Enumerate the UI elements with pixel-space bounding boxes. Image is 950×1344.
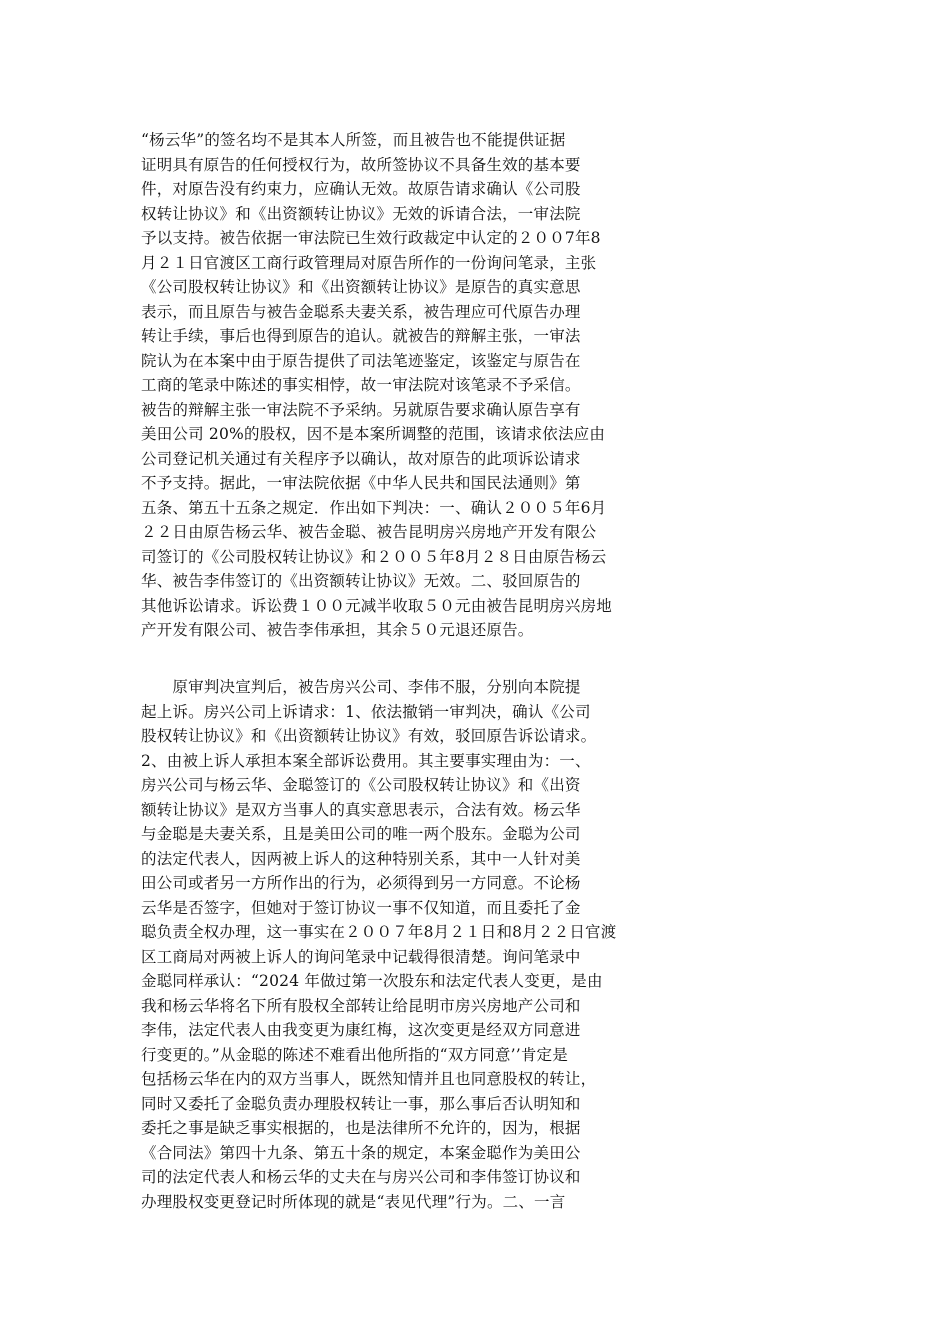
text-line: 股权转让协议》和《出资额转让协议》有效，驳回原告诉讼请求。 (141, 727, 597, 745)
text-line: 不予支持。据此，一审法院依据《中华人民共和国民法通则》第 (141, 474, 581, 492)
text-line: 同时又委托了金聪负责办理股权转让一事，那么事后否认明知和 (141, 1094, 581, 1113)
text-line: 额转让协议》是双方当事人的真实意思表示，合法有效。杨云华 (141, 800, 581, 819)
text-line: 云华是否签字，但她对于签订协议一事不仅知道，而且委托了金 (141, 898, 581, 917)
text-line: 《合同法》第四十九条、第五十条的规定，本案金聪作为美田公 (141, 1143, 581, 1162)
text-line: 区工商局对两被上诉人的询问笔录中记载得很清楚。询问笔录中 (141, 947, 581, 966)
text-line: 行变更的。”从金聪的陈述不难看出他所指的“双方同意’’肯定是 (141, 1045, 568, 1064)
text-line: 权转让协议》和《出资额转让协议》无效的诉请合法，一审法院 (141, 204, 581, 223)
text-line: 院认为在本案中由于原告提供了司法笔迹鉴定，该鉴定与原告在 (141, 351, 581, 370)
text-line: 聪负责全权办理，这一事实在２００７年8月２１日和8月２２日官渡 (141, 923, 617, 941)
paragraph-1 (141, 128, 651, 643)
text-line: 其他诉讼请求。诉讼费１００元减半收取５０元由被告昆明房兴房地 (141, 596, 613, 615)
text-line: 证明具有原告的任何授权行为，故所签协议不具备生效的基本要 (141, 155, 581, 174)
text-line: 《公司股权转让协议》和《出资额转让协议》是原告的真实意思 (141, 278, 581, 296)
text-line: 被告的辩解主张一审法院不予采纳。另就原告要求确认原告享有 (141, 400, 581, 419)
text-line: 金聪同样承认：“2024 年做过第一次股东和法定代表人变更，是由 (141, 972, 603, 990)
text-line: 2、由被上诉人承担本案全部诉讼费用。其主要事实理由为：一、 (141, 751, 591, 770)
text-line: 工商的笔录中陈述的事实相悖，故一审法院对该笔录不予采信。 (141, 376, 581, 394)
text-line: 李伟，法定代表人由我变更为康红梅，这次变更是经双方同意进 (141, 1021, 581, 1039)
text-line: 转让手续，事后也得到原告的追认。就被告的辩解主张，一审法 (141, 327, 581, 345)
text-line: 办理股权变更登记时所体现的就是“表见代理”行为。二、一言 (141, 1192, 566, 1211)
text-line: 田公司或者另一方所作出的行为，必须得到另一方同意。不论杨 (141, 874, 581, 892)
text-line: 原审判决宣判后，被告房兴公司、李伟不服，分别向本院提 (141, 678, 581, 696)
text-line: “杨云华”的签名均不是其本人所签，而且被告也不能提供证据 (141, 131, 566, 149)
text-line: 起上诉。房兴公司上诉请求：1、依法撤销一审判决，确认《公司 (141, 702, 591, 721)
text-line: 包括杨云华在内的双方当事人，既然知情并且也同意股权的转让， (141, 1070, 597, 1088)
text-line: 的法定代表人，因两被上诉人的这种特别关系，其中一人针对美 (141, 849, 581, 868)
text-line: 月２１日官渡区工商行政管理局对原告所作的一份询问笔录，主张 (141, 253, 597, 272)
text-line: 五条、第五十五条之规定．作出如下判决：一、确认２００５年6月 (141, 498, 607, 517)
text-line: 产开发有限公司、被告李伟承担，其余５０元退还原告。 (141, 621, 534, 639)
text-line: 予以支持。被告依据一审法院已生效行政裁定中认定的２００7年8 (141, 229, 601, 247)
text-line: 司的法定代表人和杨云华的丈夫在与房兴公司和李伟签订协议和 (141, 1168, 581, 1186)
text-line: 房兴公司与杨云华、金聪签订的《公司股权转让协议》和《出资 (141, 776, 581, 794)
text-line: 华、被告李伟签订的《出资额转让协议》无效。二、驳回原告的 (141, 572, 581, 590)
text-line: ２２日由原告杨云华、被告金聪、被告昆明房兴房地产开发有限公 (141, 523, 597, 541)
paragraph-2 (141, 675, 651, 1214)
text-line: 司签订的《公司股权转让协议》和２００５年8月２８日由原告杨云 (141, 547, 607, 566)
text-line: 委托之事是缺乏事实根据的，也是法律所不允许的，因为，根据 (141, 1119, 581, 1137)
text-line: 件，对原告没有约束力，应确认无效。故原告请求确认《公司股 (141, 180, 581, 198)
text-line: 与金聪是夫妻关系，且是美田公司的唯一两个股东。金聪为公司 (141, 825, 581, 843)
text-line: 美田公司 20%的股权，因不是本案所调整的范围，该请求依法应由 (141, 425, 606, 443)
text-line: 表示，而且原告与被告金聪系夫妻关系，被告理应可代原告办理 (141, 302, 581, 321)
text-line: 公司登记机关通过有关程序予以确认，故对原告的此项诉讼请求 (141, 449, 581, 468)
text-line: 我和杨云华将名下所有股权全部转让给昆明市房兴房地产公司和 (141, 996, 581, 1015)
